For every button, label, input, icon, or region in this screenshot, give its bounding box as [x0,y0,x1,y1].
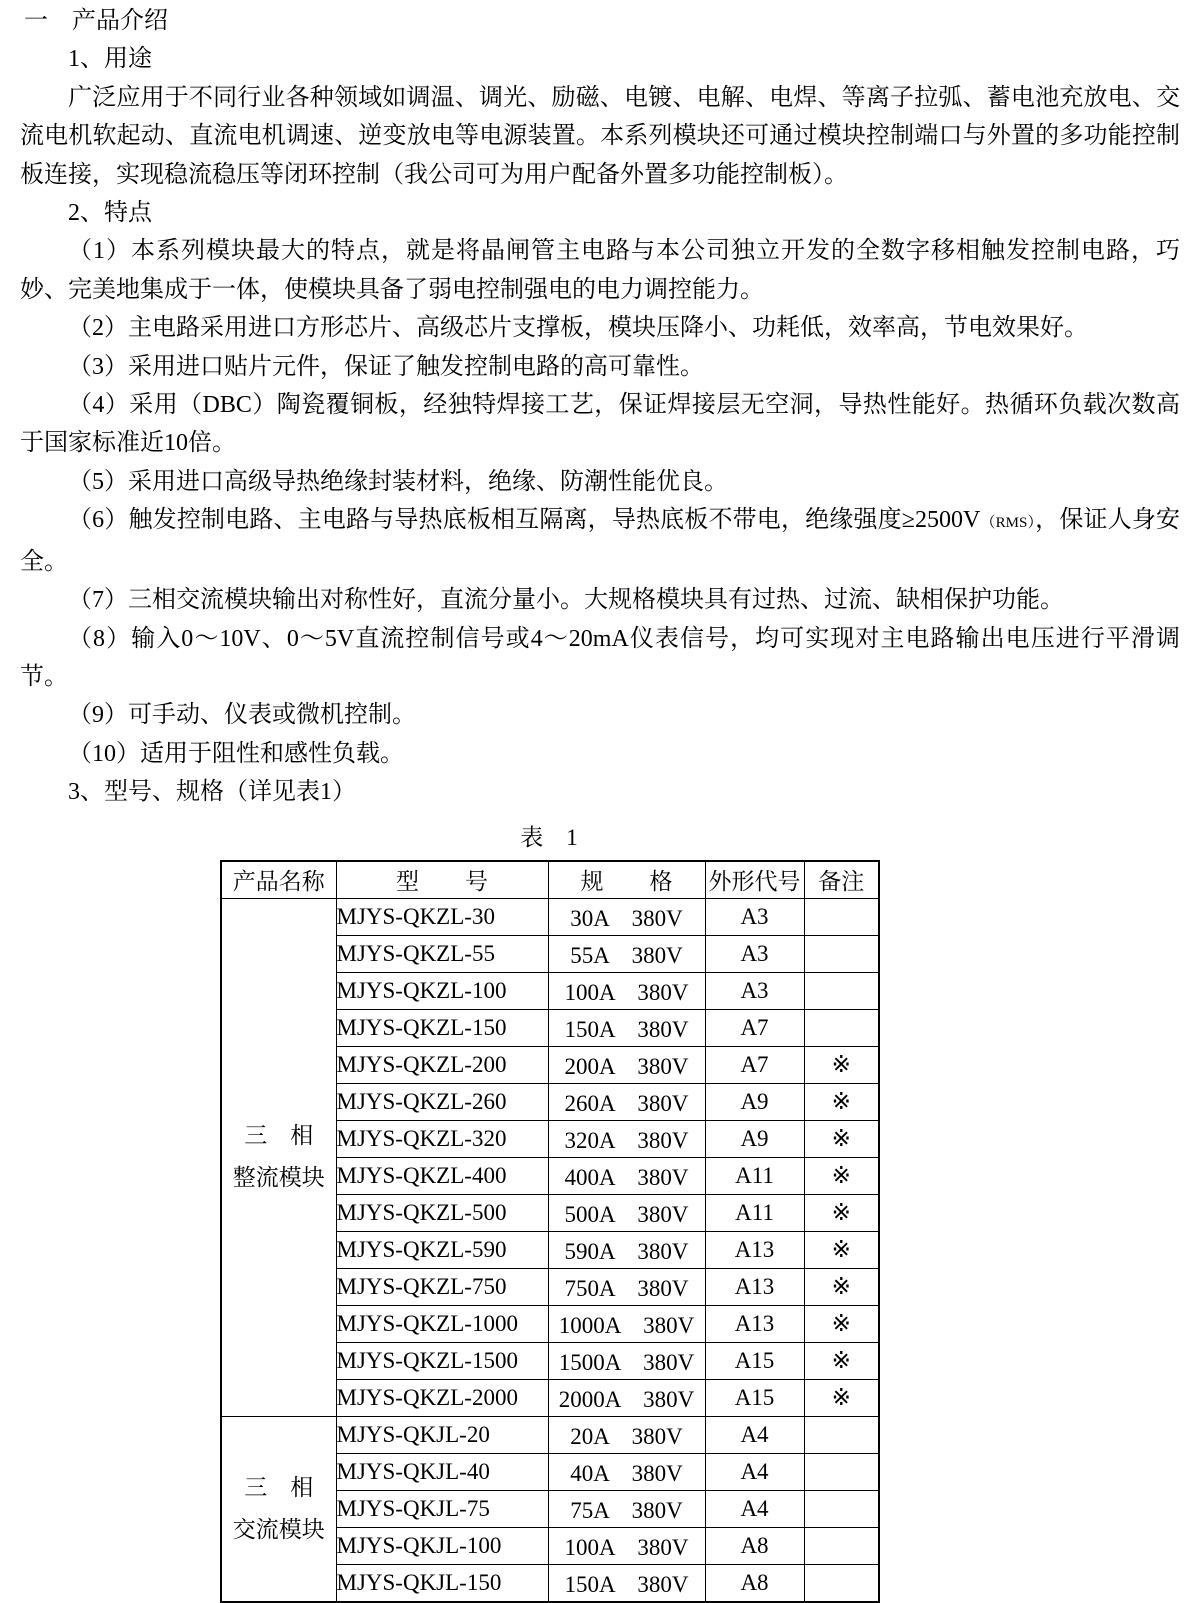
spec-cell: 20A 380V [548,1416,705,1453]
code-cell: A7 [705,1009,804,1046]
feature-item-5: （5）采用进口高级导热绝缘封装材料，绝缘、防潮性能优良。 [68,468,728,495]
model-cell: MJYS-QKZL-200 [336,1046,548,1083]
model-cell: MJYS-QKZL-30 [336,898,548,935]
page-title: 一 产品介绍 [24,8,168,34]
model-cell: MJYS-QKZL-150 [336,1009,548,1046]
spec-cell: 320A 380V [548,1120,705,1157]
code-cell: A9 [705,1120,804,1157]
spec-cell: 1500A 380V [548,1342,705,1379]
table-header-row [221,861,879,899]
remark-cell [804,935,879,972]
table-row [221,898,879,935]
code-cell: A4 [705,1453,804,1490]
spec-cell: 2000A 380V [548,1379,705,1416]
code-cell: A4 [705,1490,804,1527]
remark-cell: ※ [804,1157,879,1194]
code-cell: A4 [705,1416,804,1453]
feature-item-1: （1）本系列模块最大的特点，就是将晶闸管主电路与本公司独立开发的全数字移相触发控制电路，巧妙、完美地集成于一体，使模块具备了弱电控制强电的电力调控能力。 [20,238,1180,303]
model-cell: MJYS-QKJL-150 [336,1564,548,1602]
header-code: 外形代号 [705,861,804,899]
spec-cell: 55A 380V [548,935,705,972]
model-cell: MJYS-QKZL-1500 [336,1342,548,1379]
model-cell: MJYS-QKZL-590 [336,1231,548,1268]
model-cell: MJYS-QKZL-1000 [336,1305,548,1342]
code-cell: A13 [705,1231,804,1268]
feature-item-8: （8）输入0～10V、0～5V直流控制信号或4～20mA仪表信号，均可实现对主电路输出电压进行平滑调节。 [20,625,1180,690]
rms-unit-note: （RMS） [980,515,1036,532]
remark-cell: ※ [804,1083,879,1120]
group-cell-rectifier [221,898,336,1416]
header-spec: 规 格 [548,861,705,899]
spec-cell: 75A 380V [548,1490,705,1527]
remark-cell: ※ [804,1194,879,1231]
spec-cell: 500A 380V [548,1194,705,1231]
spec-cell: 100A 380V [548,1527,705,1564]
spec-cell: 260A 380V [548,1083,705,1120]
group-name-line2: 交流模块 [232,1516,325,1542]
spec-cell: 150A 380V [548,1564,705,1602]
remark-cell: ※ [804,1342,879,1379]
feature-item-7: （7）三相交流模块输出对称性好，直流分量小。大规格模块具有过热、过流、缺相保护功能。 [68,587,1064,614]
spec-cell: 590A 380V [548,1231,705,1268]
usage-paragraph: 广泛应用于不同行业各种领域如调温、调光、励磁、电镀、电解、电焊、等离子拉弧、蓄电池充放电、交流电机软起动、直流电机调速、逆变放电等电源装置。本系列模块还可通过模块控制端口与外置的多功能控制板连接，实现稳流稳压等闭环控制（我公司可为用户配备外置多功能控制板）。 [20,84,1180,188]
header-remark: 备注 [804,861,879,899]
feature-item-10: （10）适用于阻性和感性负载。 [68,740,404,767]
code-cell: A3 [705,972,804,1009]
code-cell: A11 [705,1157,804,1194]
model-cell: MJYS-QKZL-2000 [336,1379,548,1416]
feature-item-6-text: （6）触发控制电路、主电路与导热底板相互隔离，导热底板不带电，绝缘强度≥2500V [68,507,981,534]
feature-item-2: （2）主电路采用进口方形芯片、高级芯片支撑板，模块压降小、功耗低，效率高，节电效果好。 [68,315,1088,342]
header-model: 型 号 [336,861,548,899]
group-name-line1: 三 相 [244,1474,314,1500]
header-product-name: 产品名称 [221,861,336,899]
spec-cell: 750A 380V [548,1268,705,1305]
code-cell: A7 [705,1046,804,1083]
model-cell: MJYS-QKZL-320 [336,1120,548,1157]
group-cell-ac [221,1416,336,1602]
feature-item-6 [20,501,1180,581]
code-cell: A15 [705,1342,804,1379]
code-cell: A8 [705,1564,804,1602]
section-models-title: 3、型号、规格（详见表1） [68,779,356,806]
remark-cell: ※ [804,1268,879,1305]
model-cell: MJYS-QKZL-400 [336,1157,548,1194]
model-cell: MJYS-QKJL-40 [336,1453,548,1490]
remark-cell: ※ [804,1046,879,1083]
remark-cell [804,1416,879,1453]
code-cell: A3 [705,935,804,972]
code-cell: A3 [705,898,804,935]
feature-item-6-tail: ，保证人身安全。 [20,507,1181,575]
feature-item-9: （9）可手动、仪表或微机控制。 [68,702,416,729]
group-name-line1: 三 相 [244,1123,314,1149]
remark-cell [804,1009,879,1046]
spec-cell: 150A 380V [548,1009,705,1046]
section-usage-title: 1、用途 [68,46,152,73]
table-row [221,1416,879,1453]
section-features-title: 2、特点 [68,200,152,227]
code-cell: A11 [705,1194,804,1231]
spec-cell: 100A 380V [548,972,705,1009]
table-caption: 表 1 [520,824,578,850]
spec-cell: 1000A 380V [548,1305,705,1342]
model-cell: MJYS-QKJL-75 [336,1490,548,1527]
spec-cell: 400A 380V [548,1157,705,1194]
model-cell: MJYS-QKZL-100 [336,972,548,1009]
model-cell: MJYS-QKJL-100 [336,1527,548,1564]
model-cell: MJYS-QKJL-20 [336,1416,548,1453]
remark-cell [804,972,879,1009]
code-cell: A8 [705,1527,804,1564]
model-cell: MJYS-QKZL-500 [336,1194,548,1231]
remark-cell: ※ [804,1379,879,1416]
model-cell: MJYS-QKZL-55 [336,935,548,972]
remark-cell [804,1490,879,1527]
group-name-line2: 整流模块 [232,1165,325,1191]
code-cell: A13 [705,1268,804,1305]
remark-cell [804,898,879,935]
remark-cell [804,1527,879,1564]
code-cell: A9 [705,1083,804,1120]
spec-cell: 40A 380V [548,1453,705,1490]
remark-cell: ※ [804,1120,879,1157]
spec-table [220,860,880,1603]
remark-cell [804,1453,879,1490]
remark-cell: ※ [804,1305,879,1342]
spec-cell: 200A 380V [548,1046,705,1083]
feature-item-3: （3）采用进口贴片元件，保证了触发控制电路的高可靠性。 [68,353,704,380]
code-cell: A15 [705,1379,804,1416]
remark-cell: ※ [804,1231,879,1268]
model-cell: MJYS-QKZL-750 [336,1268,548,1305]
code-cell: A13 [705,1305,804,1342]
model-cell: MJYS-QKZL-260 [336,1083,548,1120]
feature-item-4: （4）采用（DBC）陶瓷覆铜板，经独特焊接工艺，保证焊接层无空洞，导热性能好。热循环负载次数高于国家标准近10倍。 [20,392,1180,457]
spec-cell: 30A 380V [548,898,705,935]
